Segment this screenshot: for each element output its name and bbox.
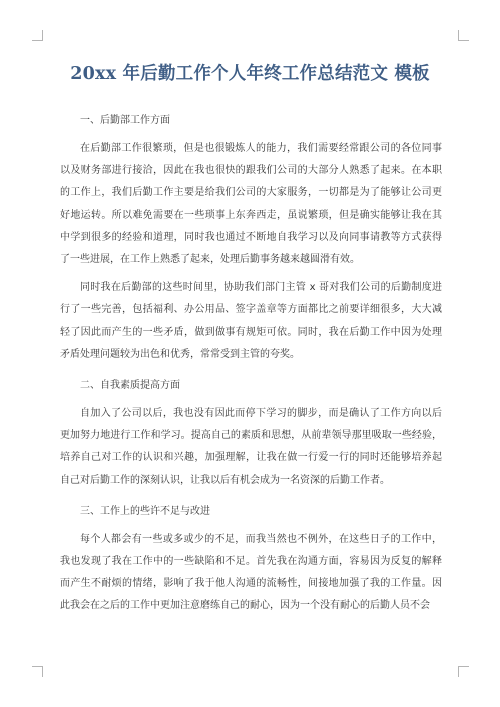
body-paragraph bbox=[60, 138, 442, 271]
paragraph-line: 好地运转。所以难免需要在一些琐事上东奔西走，虽说繁琐，但是确实能够让我在其 bbox=[60, 209, 442, 221]
body-paragraph bbox=[60, 277, 442, 366]
paragraph-line: 同时我在后勤部的这些时间里，协助我们部门主管 x 哥对我们公司的后勤制度进 bbox=[80, 282, 442, 294]
paragraph-line: 培养自己对工作的认识和兴趣，加强理解，让我在做一行爱一行的同时还能够培养起 bbox=[60, 452, 442, 464]
crop-mark-top-right bbox=[458, 30, 469, 41]
paragraph-line: 的工作上，我们后勤工作主要是给我们公司的大家服务，一切都是为了能够让公司更 bbox=[60, 187, 442, 199]
document-body bbox=[60, 110, 442, 618]
body-paragraph bbox=[60, 529, 442, 618]
paragraph-line: 更加努力地进行工作和学习。提高自己的素质和思想，从前辈领导那里吸取一些经验， bbox=[60, 430, 442, 442]
paragraph-line: 而产生不耐烦的情绪，影响了我于他人沟通的流畅性，间接地加强了我的工作量。因 bbox=[60, 578, 442, 590]
paragraph-line: 自己对后勤工作的深刻认识，让我以后有机会成为一名资深的后勤工作者。 bbox=[60, 474, 390, 486]
section-heading: 二、自我素质提高方面 bbox=[80, 380, 180, 392]
section-heading: 三、工作上的些许不足与改进 bbox=[80, 505, 210, 517]
crop-mark-bottom-right bbox=[458, 666, 469, 677]
paragraph-line: 每个人都会有一些或多或少的不足，而我当然也不例外，在这些日子的工作中， bbox=[80, 533, 442, 545]
crop-mark-top-left bbox=[32, 30, 43, 41]
paragraph-line: 自加入了公司以后，我也没有因此而停下学习的脚步，而是确认了工作方向以后 bbox=[80, 408, 442, 420]
paragraph-line: 行了一些完善，包括福利、办公用品、签字盖章等方面都比之前要详细很多，大大减 bbox=[60, 304, 442, 316]
paragraph-line: 我也发现了我在工作中的一些缺陷和不足。首先我在沟通方面，容易因为反复的解释 bbox=[60, 556, 442, 568]
paragraph-line: 此我会在之后的工作中更加注意磨练自己的耐心，因为一个没有耐心的后勤人员不会 bbox=[60, 600, 430, 612]
paragraph-line: 中学到很多的经验和道理，同时我也通过不断地自我学习以及向同事请教等方式获得 bbox=[60, 231, 442, 243]
paragraph-line: 以及财务部进行接洽，因此在我也很快的跟我们公司的大部分人熟悉了起来。在本职 bbox=[60, 165, 442, 177]
paragraph-line: 轻了因此而产生的一些矛盾，做到做事有规矩可依。同时，我在后勤工作中因为处理 bbox=[60, 326, 442, 338]
section-gap bbox=[60, 366, 442, 375]
crop-mark-bottom-left bbox=[32, 666, 43, 677]
body-paragraph bbox=[60, 403, 442, 492]
section-heading: 一、后勤部工作方面 bbox=[80, 115, 170, 126]
section-gap bbox=[60, 492, 442, 501]
document-title: 20xx 年后勤工作个人年终工作总结范文 模板 bbox=[70, 64, 430, 84]
paragraph-line: 在后勤部工作很繁琐，但是也很锻炼人的能力，我们需要经常跟公司的各位同事 bbox=[80, 143, 442, 154]
paragraph-line: 矛盾处理问题较为出色和优秀，常常受到主管的夸奖。 bbox=[60, 348, 300, 360]
paragraph-line: 了一些进展，在工作上熟悉了起来，处理后勤事务越来越圆滑有效。 bbox=[60, 254, 360, 266]
